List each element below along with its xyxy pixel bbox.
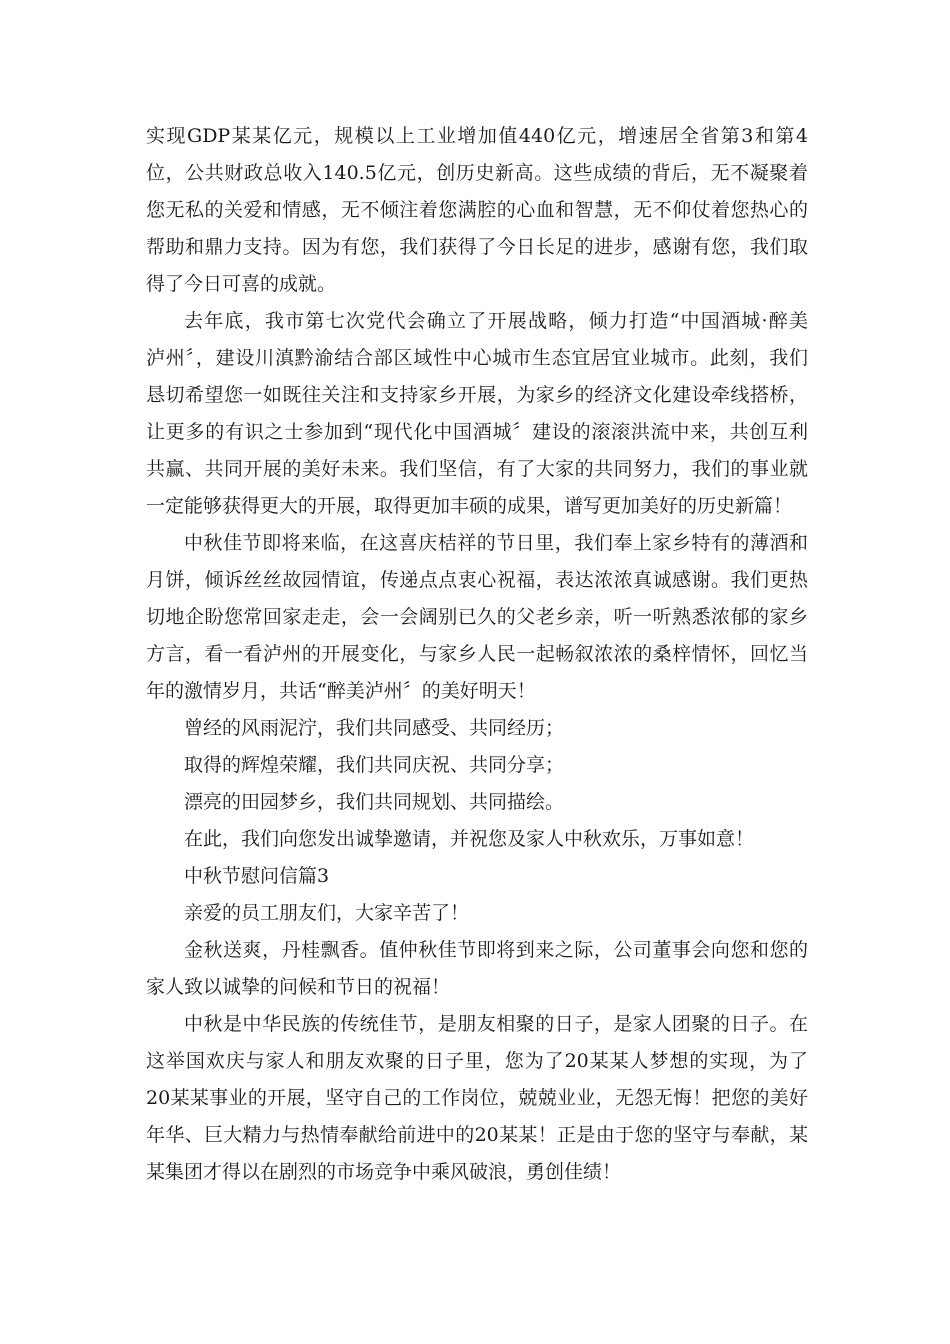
text-line: 年华、巨大精力与热情奉献给前进中的20某某！正是由于您的坚守与奉献，某 [146, 1124, 808, 1146]
text-line: 得了今日可喜的成就。 [146, 273, 337, 295]
text-line: 位，公共财政总收入140.5亿元，创历史新高。这些成绩的背后，无不凝聚着 [146, 162, 808, 184]
paragraph [146, 303, 808, 525]
document-body [146, 118, 808, 1191]
paragraph [146, 747, 808, 784]
paragraph [146, 821, 808, 858]
text-line: 一定能够获得更大的开展，取得更加丰硕的成果，谱写更加美好的历史新篇！ [146, 495, 793, 517]
paragraph [146, 710, 808, 747]
text-line: 切地企盼您常回家走走，会一会阔别已久的父老乡亲，听一听熟悉浓郁的家乡 [146, 606, 808, 628]
text-line: 某集团才得以在剧烈的市场竞争中乘风破浪，勇创佳绩！ [146, 1161, 622, 1183]
paragraph [146, 895, 808, 932]
paragraph [146, 932, 808, 1006]
text-line: 恳切希望您一如既往关注和支持家乡开展，为家乡的经济文化建设牵线搭桥， [146, 384, 808, 406]
text-line: 家人致以诚挚的问候和节日的祝福！ [146, 976, 451, 998]
text-line: 金秋送爽，丹桂飘香。值仲秋佳节即将到来之际，公司董事会向您和您的 [184, 939, 808, 961]
text-line: 取得的辉煌荣耀，我们共同庆祝、共同分享； [184, 754, 565, 776]
text-line: 您无私的关爱和情感，无不倾注着您满腔的心血和智慧，无不仰仗着您热心的 [146, 199, 808, 221]
paragraph [146, 1006, 808, 1191]
paragraph [146, 118, 808, 303]
text-line: 在此，我们向您发出诚挚邀请，并祝您及家人中秋欢乐，万事如意！ [184, 828, 755, 850]
text-line: 这举国欢庆与家人和朋友欢聚的日子里，您为了20某某人梦想的实现，为了 [146, 1050, 808, 1072]
text-line: 年的激情岁月，共话“醉美泸州〞的美好明天！ [146, 680, 536, 702]
text-line: 20某某事业的开展，坚守自己的工作岗位，兢兢业业，无怨无悔！把您的美好 [146, 1087, 808, 1109]
text-line: 曾经的风雨泥泞，我们共同感受、共同经历； [184, 717, 565, 739]
text-line: 去年底，我市第七次党代会确立了开展战略，倾力打造“中国酒城·醉美 [184, 310, 808, 332]
text-line: 共赢、共同开展的美好未来。我们坚信，有了大家的共同努力，我们的事业就 [146, 458, 808, 480]
text-line: 中秋佳节即将来临，在这喜庆桔祥的节日里，我们奉上家乡特有的薄酒和 [184, 532, 808, 554]
paragraph [146, 858, 808, 895]
paragraph [146, 525, 808, 710]
text-line: 亲爱的员工朋友们，大家辛苦了！ [184, 902, 470, 924]
paragraph [146, 784, 808, 821]
text-line: 月饼，倾诉丝丝故园情谊，传递点点衷心祝福，表达浓浓真诚感谢。我们更热 [146, 569, 808, 591]
text-line: 漂亮的田园梦乡，我们共同规划、共同描绘。 [184, 791, 565, 813]
text-line: 让更多的有识之士参加到“现代化中国酒城〞建设的滚滚洪流中来，共创互利 [146, 421, 808, 443]
text-line: 方言，看一看泸州的开展变化，与家乡人民一起畅叙浓浓的桑梓情怀，回忆当 [146, 643, 808, 665]
text-line: 中秋节慰问信篇3 [184, 865, 330, 887]
text-line: 帮助和鼎力支持。因为有您，我们获得了今日长足的进步，感谢有您，我们取 [146, 236, 808, 258]
text-line: 中秋是中华民族的传统佳节，是朋友相聚的日子，是家人团聚的日子。在 [184, 1013, 808, 1035]
text-line: 泸州〞，建设川滇黔渝结合部区域性中心城市生态宜居宜业城市。此刻，我们 [146, 347, 808, 369]
text-line: 实现GDP某某亿元，规模以上工业增加值440亿元，增速居全省第3和第4 [146, 125, 808, 147]
